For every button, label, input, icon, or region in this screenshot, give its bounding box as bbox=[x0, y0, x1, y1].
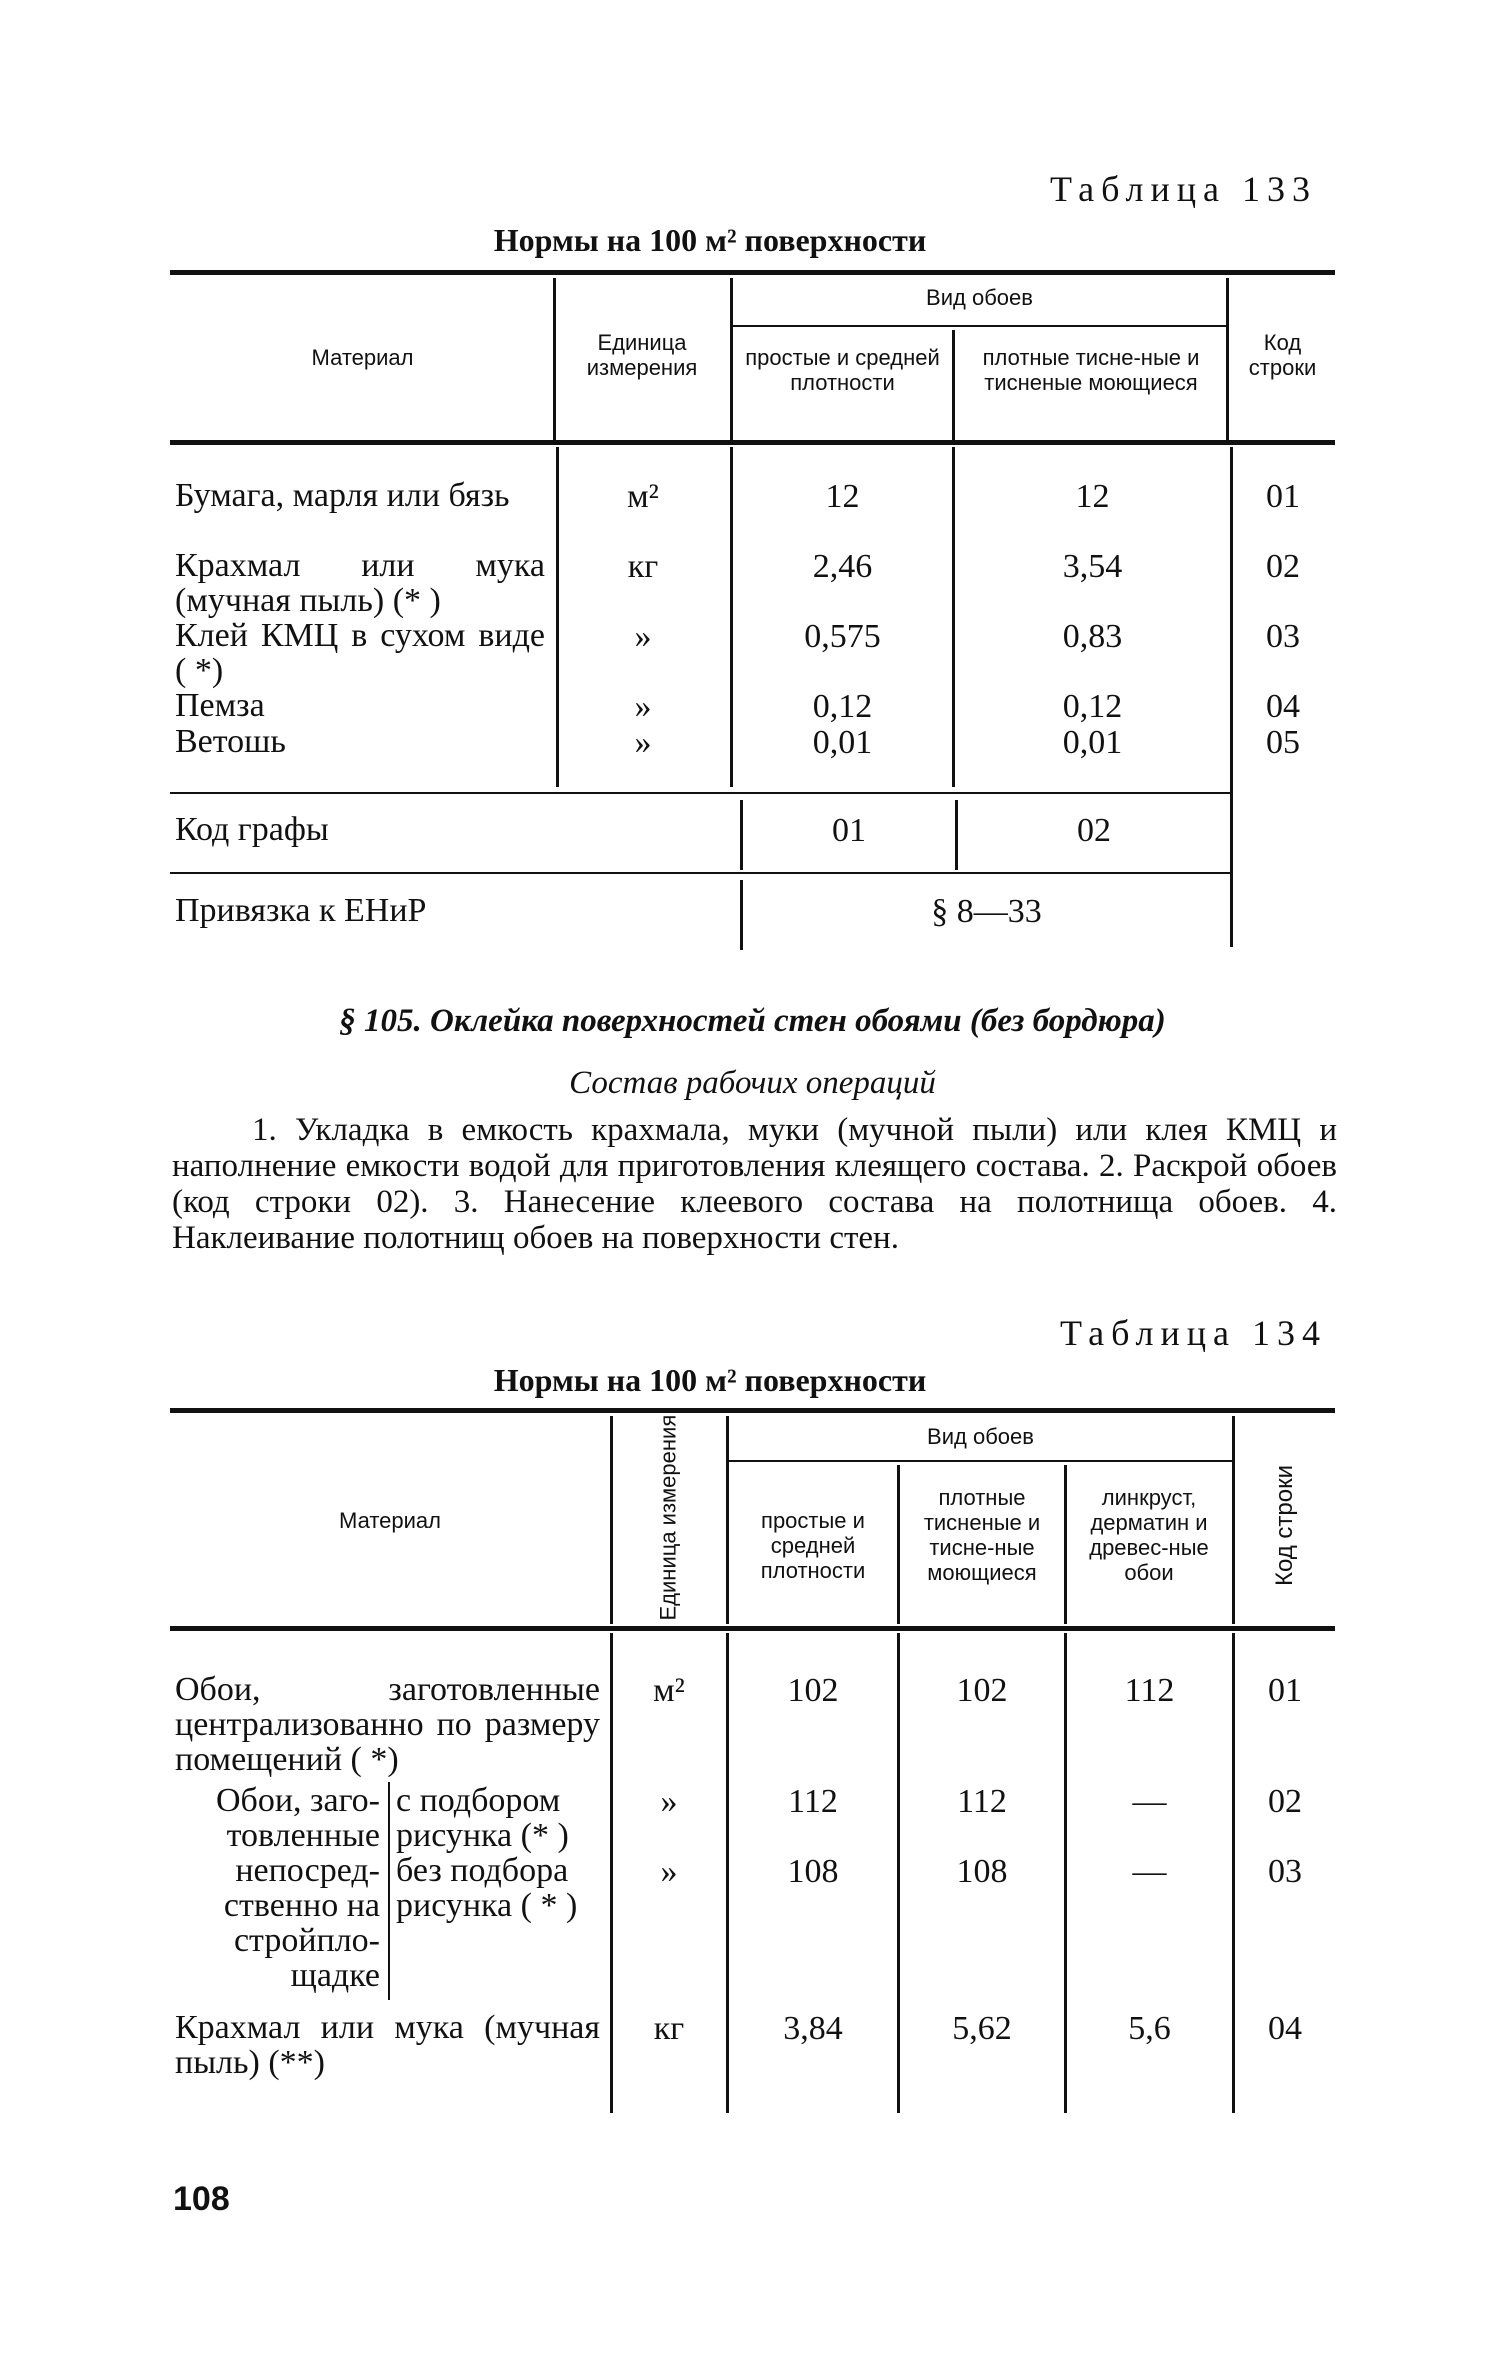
material-cell: без подбора рисунка ( * ) bbox=[396, 1852, 578, 1924]
divider bbox=[170, 872, 1230, 874]
header-unit-wrap bbox=[612, 1414, 724, 1620]
value-cell: 12 bbox=[1075, 478, 1110, 515]
divider bbox=[1232, 1416, 1235, 1624]
table-133-title: Нормы на 100 м² поверхности bbox=[493, 222, 927, 258]
table-133-header-rule bbox=[170, 440, 1335, 445]
header-material: Материал bbox=[311, 345, 414, 370]
material-cell: Крахмал или мука (мучная пыль) (* ) bbox=[175, 547, 545, 619]
value-cell: 102 bbox=[956, 1672, 1008, 1709]
header-col-dense: плотные тисне-ные и тисненые моющиеся bbox=[982, 345, 1200, 395]
table-133-label: Таблица 133 bbox=[1050, 169, 1317, 209]
table-row bbox=[175, 478, 545, 513]
value-cell: 112 bbox=[1124, 1672, 1175, 1709]
section-title: § 105. Оклейка поверхностей стен обоями (без бордюра) bbox=[339, 1003, 1166, 1039]
material-cell: Крахмал или мука (мучная пыль) (**) bbox=[175, 2009, 600, 2081]
header-wallpaper-type: Вид обоев bbox=[927, 1424, 1034, 1449]
row-code-cell: 04 bbox=[1268, 2010, 1302, 2047]
value-cell: 12 bbox=[825, 478, 860, 515]
material-cell: с подбором рисунка (* ) bbox=[396, 1782, 569, 1854]
value-cell: 5,6 bbox=[1128, 2010, 1171, 2047]
header-col-lincrusta: линкруст, дерматин и древес-ные обои bbox=[1089, 1485, 1209, 1585]
row-code-cell: 03 bbox=[1266, 618, 1300, 655]
header-unit: Единица измерения bbox=[655, 1414, 681, 1620]
value-cell: 0,01 bbox=[812, 724, 873, 761]
table-134-header-rule bbox=[170, 1626, 1335, 1631]
divider bbox=[728, 1460, 1232, 1462]
material-cell: Клей КМЦ в сухом виде ( *) bbox=[175, 617, 545, 689]
section-subtitle: Состав рабочих операций bbox=[569, 1065, 936, 1101]
divider bbox=[732, 325, 1226, 327]
value-cell: 0,575 bbox=[804, 618, 881, 655]
header-col-dense: плотные тисненые и тисне-ные моющиеся bbox=[923, 1485, 1041, 1585]
row-code-cell: 01 bbox=[1266, 478, 1300, 515]
table-134-label: Таблица 134 bbox=[1060, 1313, 1327, 1353]
unit-cell: » bbox=[634, 688, 652, 725]
divider bbox=[388, 1782, 390, 2000]
value-cell: 5,62 bbox=[952, 2010, 1012, 2047]
unit-cell: » bbox=[634, 724, 652, 761]
row-code-cell: 03 bbox=[1268, 1853, 1302, 1890]
header-wallpaper-type: Вид обоев bbox=[926, 285, 1033, 310]
value-cell: 108 bbox=[787, 1853, 839, 1890]
value-cell: — bbox=[1132, 1853, 1167, 1890]
unit-cell: м² bbox=[627, 478, 659, 515]
value-cell: 112 bbox=[788, 1783, 838, 1820]
value-cell: 0,12 bbox=[1062, 688, 1123, 725]
enir-value: § 8—33 bbox=[931, 893, 1042, 930]
divider bbox=[1064, 1465, 1067, 1624]
table-134-title: Нормы на 100 м² поверхности bbox=[493, 1362, 927, 1398]
row-code-cell: 01 bbox=[1268, 1672, 1302, 1709]
header-row-code: Код строки bbox=[1248, 330, 1317, 380]
value-cell: 3,84 bbox=[783, 2010, 843, 2047]
graph-code-1: 01 bbox=[832, 812, 866, 849]
header-material: Материал bbox=[339, 1508, 441, 1533]
divider bbox=[952, 330, 955, 440]
divider bbox=[897, 1465, 900, 1624]
header-col-simple: простые и средней плотности bbox=[760, 1508, 866, 1583]
value-cell: 2,46 bbox=[812, 548, 873, 585]
table-134-top-rule bbox=[170, 1408, 1335, 1413]
graph-code-2: 02 bbox=[1077, 812, 1111, 849]
unit-cell: » bbox=[660, 1853, 678, 1890]
header-row-code: Код строки bbox=[1271, 1464, 1299, 1586]
unit-cell: » bbox=[634, 618, 652, 655]
unit-cell: кг bbox=[627, 548, 659, 585]
value-cell: 0,12 bbox=[812, 688, 873, 725]
group-label: Обои, заго-товленные непосред-ственно на стройпло-щадке bbox=[216, 1782, 380, 1994]
value-cell: 0,01 bbox=[1062, 724, 1123, 761]
graph-code-label: Код графы bbox=[175, 811, 329, 848]
divider bbox=[1226, 278, 1229, 440]
header-col-simple: простые и средней плотности bbox=[745, 345, 940, 395]
value-cell: 112 bbox=[957, 1783, 1007, 1820]
value-cell: 108 bbox=[956, 1853, 1008, 1890]
table-133-top-rule bbox=[170, 270, 1335, 275]
value-cell: 0,83 bbox=[1062, 618, 1123, 655]
material-cell: Обои, заготовленные централизованно по размеру помещений ( *) bbox=[175, 1671, 600, 1778]
row-code-cell: 02 bbox=[1268, 1783, 1302, 1820]
unit-cell: » bbox=[660, 1783, 678, 1820]
unit-cell: м² bbox=[653, 1672, 685, 1709]
material-cell: Ветошь bbox=[175, 723, 286, 760]
row-code-cell: 05 bbox=[1266, 724, 1300, 761]
divider bbox=[170, 792, 1230, 794]
header-row-code-wrap bbox=[1236, 1430, 1334, 1620]
row-code-cell: 04 bbox=[1266, 688, 1300, 725]
section-paragraph: 1. Укладка в емкость крахмала, муки (мучной пыли) или клея КМЦ и наполнение емкости водой для приготовления клеящего состава. 2. Раскрой обоев (код строки 02). 3. Нанесение клеевого состава на полотнища обоев. 4. Наклеивание полотнищ обоев на поверхности стен. bbox=[172, 1112, 1337, 1256]
header-unit: Единица измерения bbox=[586, 330, 698, 380]
page-number: 108 bbox=[173, 2180, 230, 2218]
value-cell: — bbox=[1132, 1783, 1167, 1820]
material-cell: Бумага, марля или бязь bbox=[175, 477, 510, 514]
enir-label: Привязка к ЕНиР bbox=[175, 892, 427, 929]
value-cell: 3,54 bbox=[1062, 548, 1123, 585]
material-cell: Пемза bbox=[175, 687, 265, 724]
unit-cell: кг bbox=[653, 2010, 685, 2047]
row-code-cell: 02 bbox=[1266, 548, 1300, 585]
value-cell: 102 bbox=[787, 1672, 839, 1709]
